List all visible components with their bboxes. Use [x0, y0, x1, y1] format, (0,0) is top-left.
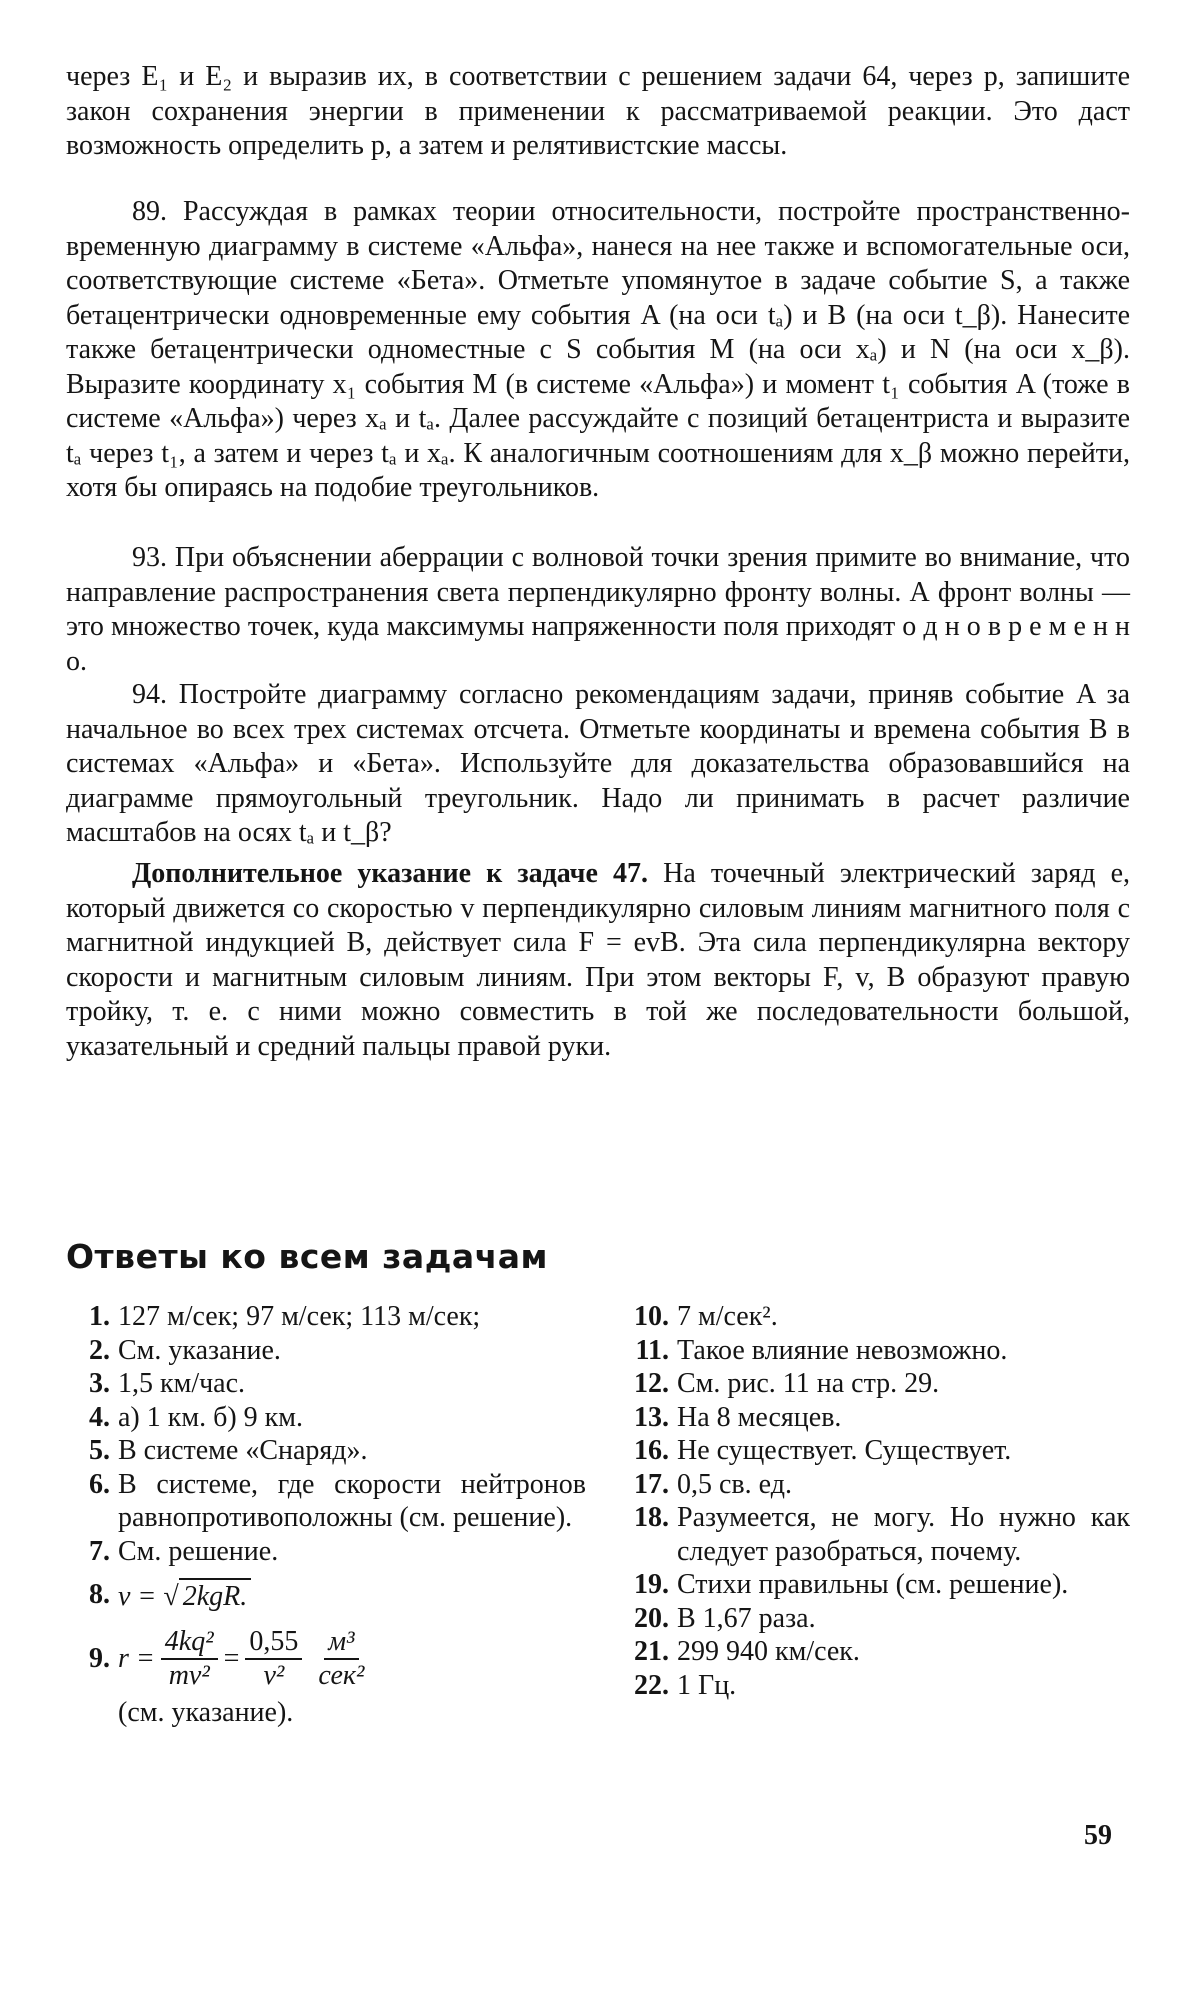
answer-text: Не существует. Существует. — [677, 1435, 1012, 1466]
answer-text: На 8 месяцев. — [677, 1401, 842, 1433]
answer-text: 1,5 км/час. — [118, 1368, 246, 1399]
answer-item — [625, 1334, 1130, 1368]
answer-number: 2. — [89, 1334, 110, 1366]
answer-text: а) 1 км. б) 9 км. — [118, 1401, 303, 1433]
answers-right-column — [625, 1300, 1130, 1702]
answer-text: 7 м/сек². — [677, 1301, 778, 1332]
radicand: 2kgR. — [179, 1578, 252, 1614]
answer-item — [625, 1367, 1130, 1401]
fraction-3 — [314, 1626, 368, 1692]
answer-number: 8. — [89, 1579, 110, 1610]
answers-right-list — [625, 1300, 1130, 1702]
answer-item — [66, 1401, 586, 1435]
fraction-2 — [245, 1626, 302, 1692]
paragraph-extra-hint-47 — [66, 857, 1130, 1064]
answer-text: 127 м/сек; 97 м/сек; 113 м/сек; — [118, 1301, 481, 1332]
answer-item — [66, 1535, 586, 1569]
equals-sign: = — [223, 1642, 240, 1674]
answer-number: 4. — [89, 1401, 110, 1433]
fraction-denominator: mv² — [168, 1659, 210, 1691]
sqrt-formula — [163, 1578, 251, 1614]
answer-text: В системе, где скорости нейтронов равнопротивоположны (см. решение). — [118, 1468, 586, 1533]
answer-item — [625, 1401, 1130, 1435]
fraction-denominator: сек² — [318, 1659, 365, 1691]
answer-number: 16. — [634, 1435, 669, 1466]
formula — [118, 1626, 586, 1692]
answer-number: 7. — [89, 1535, 110, 1567]
answer-text — [118, 1578, 586, 1614]
paragraph-hint-93: 93. При объяснении аберрации с волновой точки зрения примите во внимание, что направление распространения света перпендикулярно фронту волны. А фронт волны — это множество точек, куда максимумы напряженности поля приходят о д н о в р е м е н н о. — [66, 542, 1130, 677]
answer-text: 1 Гц. — [677, 1669, 737, 1701]
answer-text: Разумеется, не могу. Но нужно как следует разобраться, почему. — [677, 1502, 1130, 1567]
answer-number: 9. — [89, 1642, 110, 1674]
answer-item — [625, 1635, 1130, 1669]
answer-number: 10. — [634, 1301, 669, 1332]
answer-item — [66, 1468, 586, 1535]
answer-text: 299 940 км/сек. — [677, 1636, 860, 1667]
answer-item — [625, 1434, 1130, 1468]
answer-number: 3. — [89, 1368, 110, 1399]
fraction-numerator: 4kq² — [161, 1626, 218, 1660]
answer-number: 11. — [635, 1334, 669, 1366]
section-title: Ответы ко всем задачам — [66, 1237, 549, 1276]
answer-number: 6. — [89, 1468, 110, 1500]
answer-text: См. рис. 11 на стр. 29. — [677, 1368, 940, 1399]
answer-number: 13. — [634, 1401, 669, 1433]
answer-item — [625, 1501, 1130, 1568]
answer-item — [625, 1602, 1130, 1636]
answer-item — [66, 1334, 586, 1368]
answer-text: Такое влияние невозможно. — [677, 1334, 1008, 1366]
answer-text: В системе «Снаряд». — [118, 1435, 368, 1466]
answer-item — [625, 1300, 1130, 1334]
answer-number: 18. — [634, 1502, 669, 1533]
answer-text — [118, 1622, 586, 1730]
answers-left-column — [66, 1300, 586, 1729]
paragraph-hint-89: 89. Рассуждая в рамках теории относительности, постройте пространственно-временную диаграмму в системе «Альфа», нанеся на нее также и вспомогательные оси, соответствующие системе «Бета». Отметьте упомянутое в задаче событие S, а также бетацентрически одновременные ему события A (на оси tₐ) и B (на оси t_β). Нанесите также бетацентрически одноместные с S события M (на оси xₐ) и N (на оси x_β). Выразите координату x₁ события M (в системе «Альфа») и момент t₁ события A (тоже в системе «Альфа») через xₐ и tₐ. Далее рассуждайте с позиций бетацентриста и выразите tₐ через t₁, а затем и через tₐ и xₐ. К аналогичным соотношениям для x_β можно перейти, хотя бы опираясь на подобие треугольников. — [66, 196, 1130, 503]
answer-number: 1. — [89, 1301, 110, 1332]
formula-lhs: v = — [118, 1581, 164, 1612]
answer-item — [66, 1434, 586, 1468]
paragraph-continuation: через E₁ и E₂ и выразив их, в соответствии с решением задачи 64, через p, запишите закон сохранения энергии в применении к рассматриваемой реакции. Это даст возможность определить p, а затем и релятивистские массы. — [66, 61, 1130, 161]
page-number: 59 — [1084, 1820, 1112, 1851]
fraction-numerator: м³ — [324, 1626, 358, 1660]
fraction-1 — [161, 1626, 218, 1692]
paragraph-hint-94: 94. Постройте диаграмму согласно рекомендациям задачи, приняв событие A за начальное во всех трех системах отсчета. Отметьте координаты и времена события B в системах «Альфа» и «Бета». Используйте для доказательства образовавшийся на диаграмме прямоугольный треугольник. Надо ли принимать в расчет различие масштабов на осях tₐ и t_β? — [66, 679, 1130, 848]
answer-item — [625, 1568, 1130, 1602]
answer-item — [66, 1300, 586, 1334]
answer-number: 17. — [634, 1468, 669, 1500]
answer-9 — [66, 1622, 586, 1730]
answer-8 — [66, 1578, 586, 1614]
extra-hint-heading: Дополнительное указание к задаче 47. — [132, 858, 649, 889]
answer-item — [625, 1468, 1130, 1502]
formula-lhs: r = — [118, 1642, 155, 1674]
answer-number: 5. — [89, 1435, 110, 1466]
answer-number: 19. — [634, 1569, 669, 1600]
answer-item — [66, 1367, 586, 1401]
answer-text: См. указание. — [118, 1334, 281, 1366]
extra-hint-body: На точечный электрический заряд e, который движется со скоростью v перпендикулярно силовым линиям магнитного поля с магнитной индукцией B, действует сила F = evB. Эта сила перпендикулярна вектору скорости и магнитным силовым линиям. При этом векторы F, v, B образуют правую тройку, т. е. с ними можно совместить в той же последовательности большой, указательный и средний пальцы правой руки. — [66, 858, 1130, 1062]
answer-text: В 1,67 раза. — [677, 1602, 816, 1634]
answer-item — [625, 1669, 1130, 1703]
answer-number: 12. — [634, 1368, 669, 1399]
answer-number: 20. — [634, 1602, 669, 1634]
fraction-denominator: v² — [263, 1659, 285, 1691]
answer-number: 21. — [634, 1636, 669, 1667]
sqrt-sign-icon: √ — [163, 1581, 179, 1612]
answer-note: (см. указание). — [118, 1696, 294, 1728]
fraction-numerator: 0,55 — [245, 1626, 302, 1660]
answer-text: См. решение. — [118, 1535, 279, 1567]
answer-number: 22. — [634, 1669, 669, 1701]
answer-text: 0,5 св. ед. — [677, 1468, 792, 1500]
answers-left-list — [66, 1300, 586, 1568]
answer-text: Стихи правильны (см. решение). — [677, 1569, 1069, 1600]
